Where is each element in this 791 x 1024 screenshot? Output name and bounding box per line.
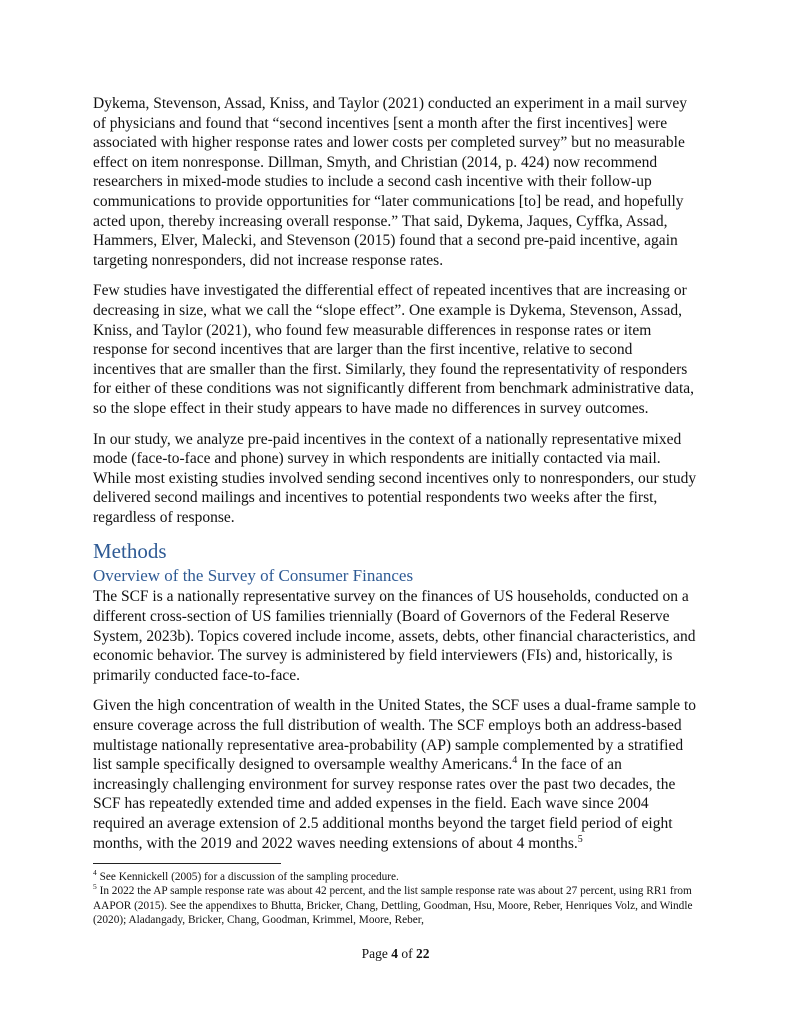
footnote-4-mark: 4 [93,868,97,878]
page-number-current: 4 [391,946,398,961]
paragraph-5-text-b: In the face of an increasingly challenging environment for survey response rates over the past two decades, the SCF has repeatedly extended time and added expenses in the field. Each wave since 2004 required an average extension of 2.5 additional months beyond the target field period of eight months, with the 2019 and 2022 waves needing extensions of about 4 months. [93,756,676,852]
main-text [93,94,699,864]
footnote-separator [93,863,281,864]
footnote-4 [93,870,699,884]
section-heading-methods: Methods [93,539,167,564]
paragraph-5-text-a: Given the high concentration of wealth in the United States, the SCF uses a dual-frame sample to ensure coverage across the full distribution of wealth. The SCF employs both an address-based multistage nationally representative area-probability (AP) sample complemented by a stratified list sample specifically designed to oversample wealthy Americans. [93,697,697,774]
footnotes [93,870,699,927]
paragraph-5 [93,696,699,853]
footnote-reference-5: 5 [577,833,583,845]
footnote-5-mark: 5 [93,882,97,892]
page-number-separator: of [397,946,416,961]
footnote-5-text: In 2022 the AP sample response rate was about 42 percent, and the list sample response rate was about 27 percent, using RR1 from AAPOR (2015). See the appendixes to Bhutta, Bricker, Chang, Dettling, Goodman, Hsu, Moore, Reber, Henriques Volz, and Windle (2020); Aladangady, Bricker, Chang, Goodman, Krimmel, Moore, Reber, [93,885,693,926]
paragraph-4: The SCF is a nationally representative survey on the finances of US households, conducted on a different cross-section of US families triennially (Board of Governors of the Federal Reserve System, 2023b). Topics covered include income, assets, debts, other financial characteristics, and economic behavior. The survey is administered by field interviewers (FIs) and, historically, is primarily conducted face-to-face. [93,588,696,684]
page-number-prefix: Page [361,946,392,961]
paragraph-2: Few studies have investigated the differential effect of repeated incentives that are increasing or decreasing in size, what we call the “slope effect”. One example is Dykema, Stevenson, Assad, Kniss, and Taylor (2021), who found few measurable differences in response rates or item response for second incentives that are larger than the first incentive, relative to second incentives that are smaller than the first. Similarly, they found the representativity of responders for either of these conditions was not significantly different from benchmark administrative data, so the slope effect in their study appears to have made no differences in survey outcomes. [93,282,695,417]
paragraph-1: Dykema, Stevenson, Assad, Kniss, and Taylor (2021) conducted an experiment in a mail survey of physicians and found that “second incentives [sent a month after the first incentives] were associated with higher response rates and lower costs per completed survey” but no measurable effect on item nonresponse. Dillman, Smyth, and Christian (2014, p. 424) now recommend researchers in mixed-mode studies to include a second cash incentive with their follow-up communications to provide opportunities for “later communications [to] be read, and hopefully acted upon, thereby increasing overall response.” That said, Dykema, Jaques, Cyffka, Assad, Hammers, Elver, Malecki, and Stevenson (2015) found that a second pre-paid incentive, again targeting nonresponders, did not increase response rates. [93,95,687,269]
page-number [0,946,791,962]
footnote-reference-4: 4 [512,755,518,767]
footnote-4-text: See Kennickell (2005) for a discussion of the sampling procedure. [96,871,399,883]
page-number-total: 22 [415,946,430,961]
footnote-5 [93,884,699,927]
subsection-heading-overview: Overview of the Survey of Consumer Finances [93,566,414,586]
paragraph-3: In our study, we analyze pre-paid incentives in the context of a nationally representative mixed mode (face-to-face and phone) survey in which respondents are initially contacted via mail. While most existing studies involved sending second incentives only to nonresponders, our study delivered second mailings and incentives to potential respondents two weeks after the first, regardless of response. [93,430,697,526]
